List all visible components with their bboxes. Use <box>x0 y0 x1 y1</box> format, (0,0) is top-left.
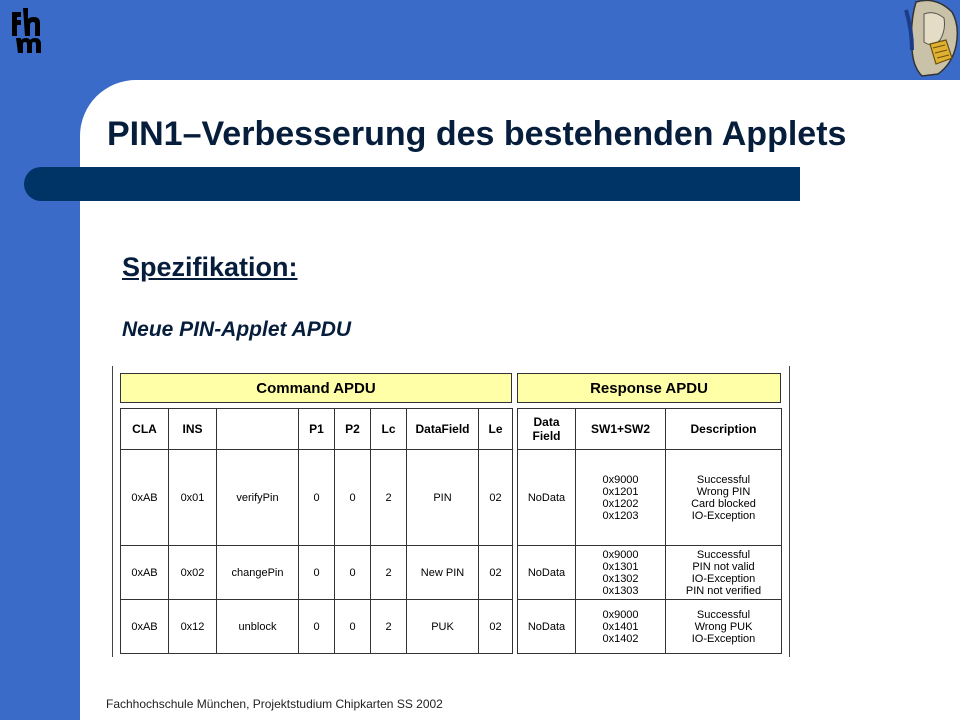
command-cell: 2 <box>371 600 407 654</box>
footer-text: Fachhochschule München, Projektstudium Chipkarten SS 2002 <box>106 697 443 711</box>
response-data-cell: NoData <box>518 450 576 546</box>
command-apdu-header: Command APDU <box>120 373 512 403</box>
command-cell: 2 <box>371 546 407 600</box>
command-cell: PUK <box>407 600 479 654</box>
status-description: Successful <box>696 548 751 561</box>
response-column-header: SW1+SW2 <box>576 409 666 450</box>
status-description: IO-Exception <box>691 509 756 522</box>
command-cell: 0 <box>299 546 335 600</box>
status-description: PIN not verified <box>685 584 762 597</box>
command-cell: 02 <box>479 600 513 654</box>
status-description: Wrong PUK <box>694 620 753 633</box>
response-status-codes <box>576 600 666 654</box>
command-column-header: P2 <box>335 409 371 450</box>
command-apdu-table <box>120 408 513 654</box>
response-apdu-table <box>517 408 782 654</box>
command-cell: 0 <box>299 600 335 654</box>
command-column-header: DataField <box>407 409 479 450</box>
chipcard-picture <box>902 0 960 80</box>
response-description <box>666 450 782 546</box>
command-cell: verifyPin <box>217 450 299 546</box>
command-row <box>121 600 513 654</box>
command-cell: 0 <box>335 546 371 600</box>
command-cell: 0 <box>299 450 335 546</box>
fhm-logo <box>8 6 52 54</box>
status-description: Successful <box>696 608 751 621</box>
response-data-cell: NoData <box>518 546 576 600</box>
status-code: 0x1301 <box>602 560 639 573</box>
command-cell: 0 <box>335 600 371 654</box>
status-code: 0x1202 <box>602 497 639 510</box>
command-column-header: CLA <box>121 409 169 450</box>
response-data-cell: NoData <box>518 600 576 654</box>
status-code: 0x9000 <box>602 473 639 486</box>
status-code: 0x1401 <box>602 620 639 633</box>
apdu-figure <box>112 366 790 657</box>
response-description <box>666 600 782 654</box>
status-description: Successful <box>696 473 751 486</box>
command-cell: PIN <box>407 450 479 546</box>
command-cell: New PIN <box>407 546 479 600</box>
status-description: Wrong PIN <box>696 485 751 498</box>
title-underline-bar <box>24 167 800 201</box>
command-cell: 0x01 <box>169 450 217 546</box>
status-description: Card blocked <box>691 497 756 510</box>
command-column-header: Le <box>479 409 513 450</box>
response-row <box>518 546 782 600</box>
command-cell: 0xAB <box>121 546 169 600</box>
command-cell: 0x12 <box>169 600 217 654</box>
command-cell: 0x02 <box>169 546 217 600</box>
command-cell: 02 <box>479 546 513 600</box>
response-apdu-header: Response APDU <box>517 373 781 403</box>
status-code: 0x1402 <box>602 632 639 645</box>
response-description <box>666 546 782 600</box>
status-code: 0x1302 <box>602 572 639 585</box>
command-column-header: Lc <box>371 409 407 450</box>
response-status-codes <box>576 450 666 546</box>
command-cell: 2 <box>371 450 407 546</box>
command-column-header: INS <box>169 409 217 450</box>
command-cell: changePin <box>217 546 299 600</box>
command-column-header: P1 <box>299 409 335 450</box>
command-row <box>121 450 513 546</box>
response-column-header: Description <box>666 409 782 450</box>
section-heading: Spezifikation: <box>122 252 298 282</box>
command-cell: 0xAB <box>121 450 169 546</box>
slide-title: PIN1–Verbesserung des bestehenden Applets <box>107 115 847 153</box>
response-row <box>518 450 782 546</box>
response-status-codes <box>576 546 666 600</box>
status-code: 0x1303 <box>602 584 639 597</box>
command-cell: 02 <box>479 450 513 546</box>
status-description: IO-Exception <box>691 572 756 585</box>
lead-text: Neue PIN-Applet APDU <box>122 318 352 341</box>
command-cell: 0 <box>335 450 371 546</box>
response-column-header: Data Field <box>518 409 576 450</box>
command-row <box>121 546 513 600</box>
status-code: 0x1201 <box>602 485 639 498</box>
status-code: 0x9000 <box>602 608 639 621</box>
command-column-header <box>217 409 299 450</box>
command-cell: unblock <box>217 600 299 654</box>
status-description: PIN not valid <box>692 560 755 573</box>
status-code: 0x1203 <box>602 509 639 522</box>
response-row <box>518 600 782 654</box>
status-description: IO-Exception <box>691 632 756 645</box>
status-code: 0x9000 <box>602 548 639 561</box>
command-cell: 0xAB <box>121 600 169 654</box>
